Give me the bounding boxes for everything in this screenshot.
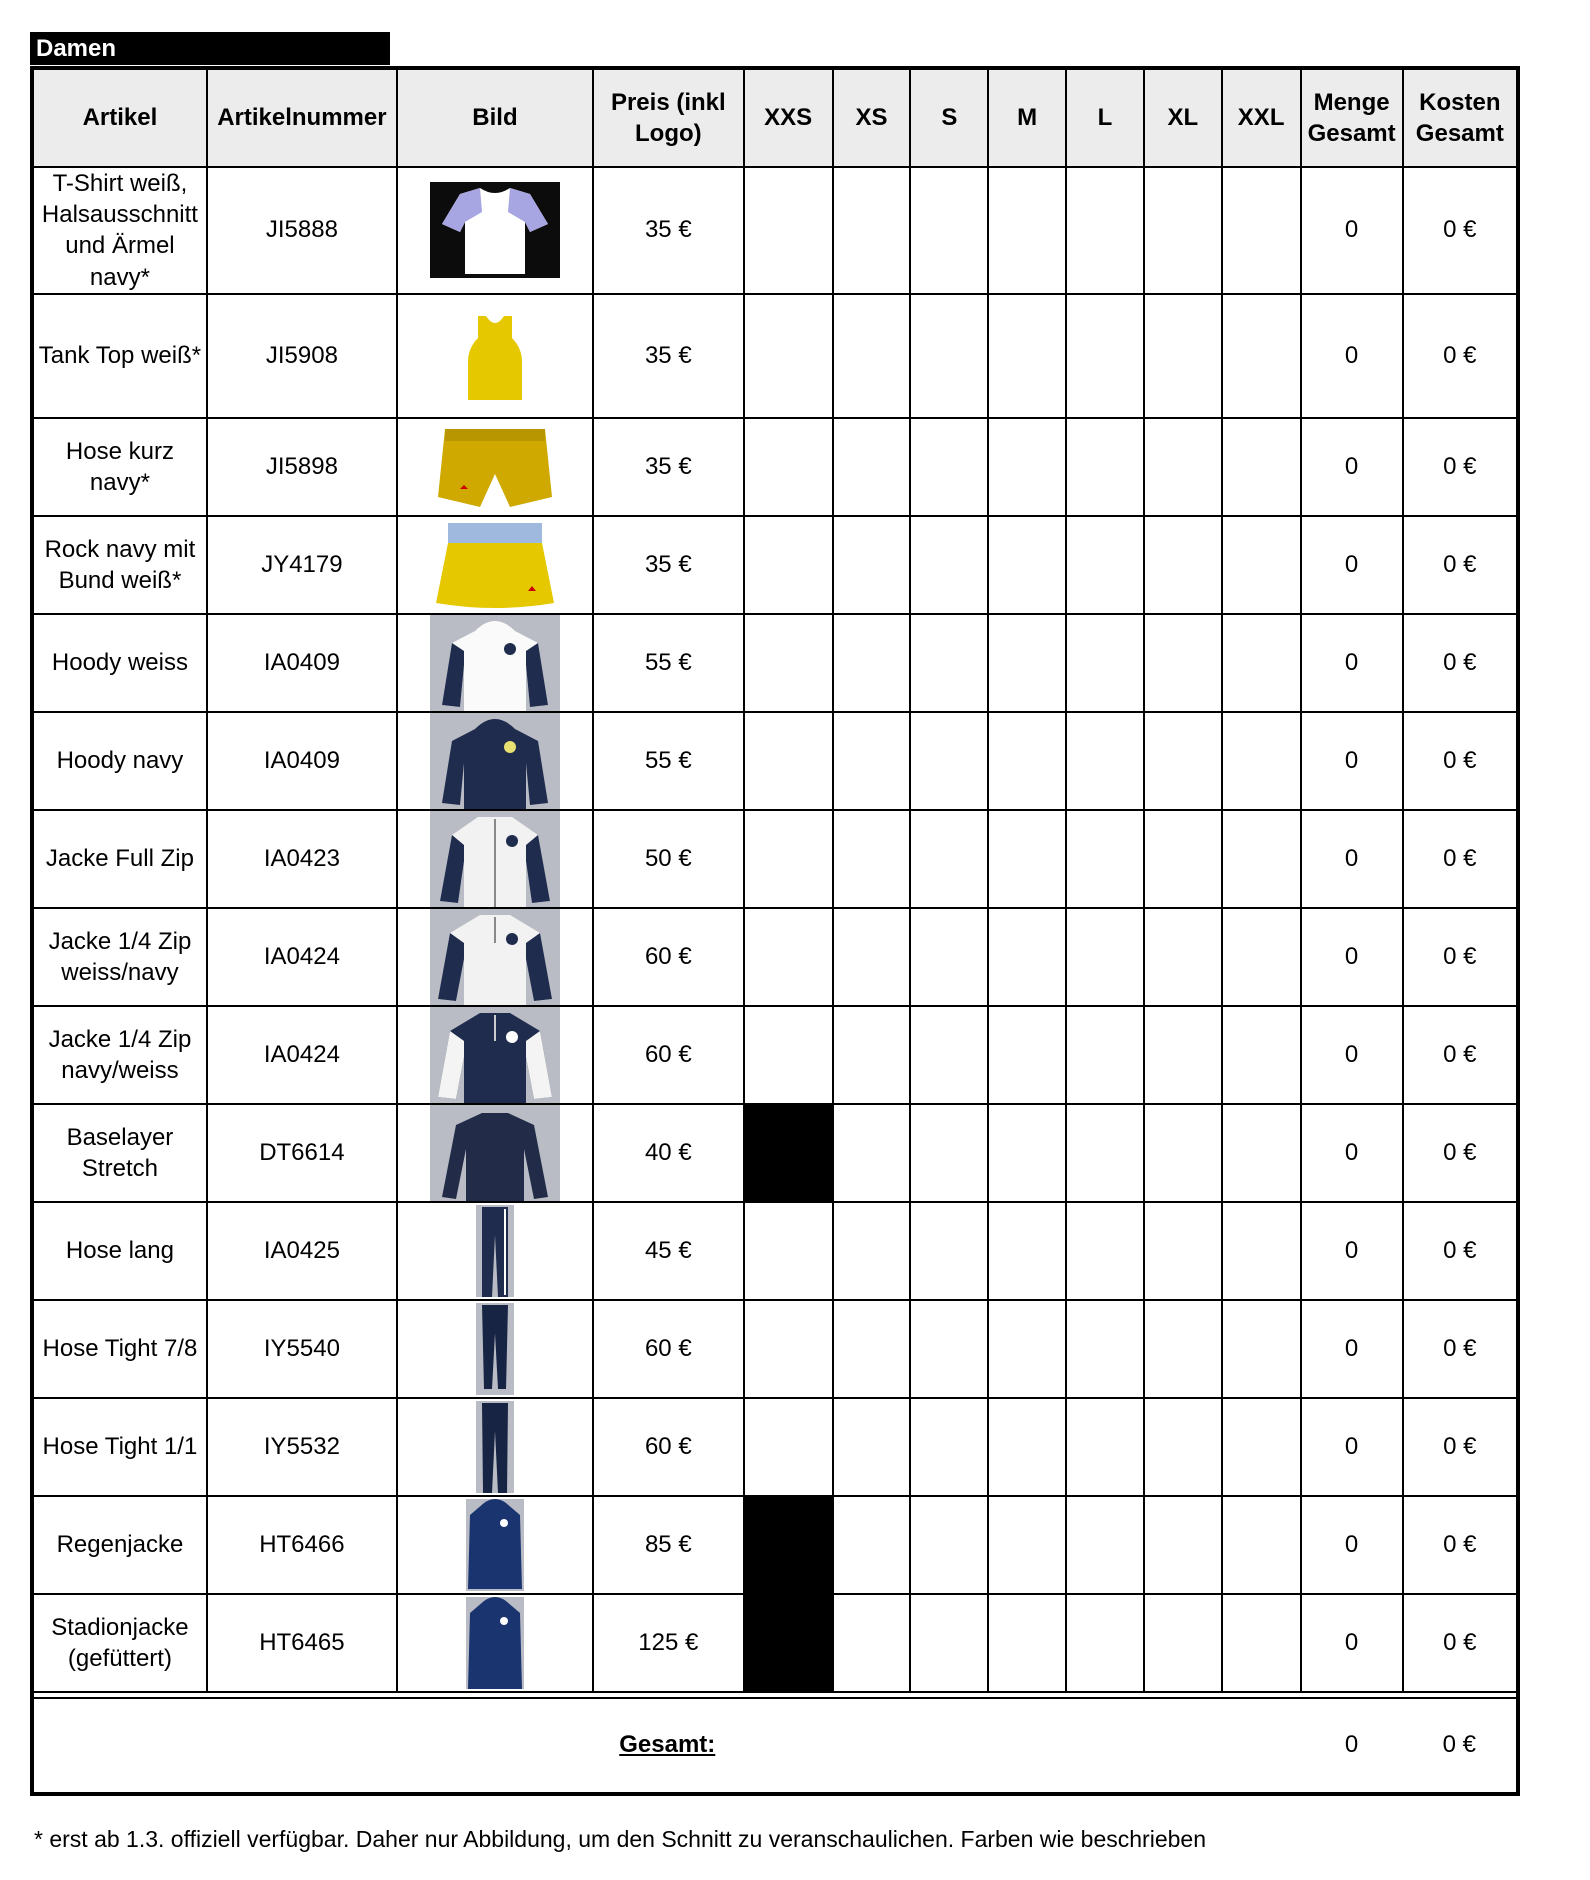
cell-kosten: 0 € [1403, 1202, 1518, 1300]
cell-kosten: 0 € [1403, 908, 1518, 1006]
cell-artikelnummer: HT6465 [207, 1594, 397, 1692]
size-input-s[interactable] [910, 516, 988, 614]
cell-artikelnummer: JI5898 [207, 418, 397, 516]
cell-kosten: 0 € [1403, 1398, 1518, 1496]
cell-menge: 0 [1301, 1202, 1403, 1300]
size-input-m[interactable] [988, 1594, 1066, 1692]
size-input-s[interactable] [910, 1496, 988, 1594]
skirt-icon [430, 517, 560, 613]
col-preis-line2: Logo) [635, 120, 702, 147]
size-input-xs[interactable] [833, 810, 911, 908]
cell-bild [397, 1006, 593, 1104]
size-input-m[interactable] [988, 908, 1066, 1006]
size-input-xxl[interactable] [1222, 294, 1301, 418]
size-input-l[interactable] [1066, 1398, 1144, 1496]
cell-artikel: Stadionjacke (gefüttert) [32, 1594, 207, 1692]
cell-artikelnummer: IA0409 [207, 614, 397, 712]
size-input-xxs[interactable] [744, 294, 833, 418]
size-input-xl[interactable] [1144, 1398, 1222, 1496]
size-input-s[interactable] [910, 1202, 988, 1300]
cell-kosten: 0 € [1403, 712, 1518, 810]
cell-artikel: Hoody weiss [32, 614, 207, 712]
size-input-s[interactable] [910, 1300, 988, 1398]
cell-menge: 0 [1301, 614, 1403, 712]
cell-kosten: 0 € [1403, 1006, 1518, 1104]
cell-kosten: 0 € [1403, 1594, 1518, 1692]
size-input-m[interactable] [988, 1104, 1066, 1202]
size-input-xs[interactable] [833, 712, 911, 810]
size-input-xs[interactable] [833, 614, 911, 712]
tights-78-icon [430, 1301, 560, 1397]
size-input-xl[interactable] [1144, 614, 1222, 712]
size-input-l[interactable] [1066, 1300, 1144, 1398]
size-input-s[interactable] [910, 294, 988, 418]
table-row [32, 614, 1518, 712]
quarter-zip-white-icon [430, 909, 560, 1005]
total-cost: 0 € [1442, 1731, 1477, 1759]
size-input-xxl[interactable] [1222, 1006, 1301, 1104]
size-input-m[interactable] [988, 810, 1066, 908]
cell-bild [397, 1594, 593, 1692]
cell-menge: 0 [1301, 1594, 1403, 1692]
size-input-xl[interactable] [1144, 418, 1222, 516]
pants-long-icon [430, 1203, 560, 1299]
col-kosten-line2: Gesamt [1415, 120, 1504, 147]
cell-preis: 55 € [593, 614, 744, 712]
size-input-xxs[interactable] [744, 712, 833, 810]
size-input-xxs[interactable] [744, 1398, 833, 1496]
size-input-xxl[interactable] [1222, 712, 1301, 810]
size-input-m[interactable] [988, 516, 1066, 614]
size-input-xs[interactable] [833, 1006, 911, 1104]
col-kosten-line1: Kosten [1419, 88, 1501, 116]
size-input-xxl[interactable] [1222, 167, 1301, 294]
cell-menge: 0 [1301, 810, 1403, 908]
cell-artikelnummer: JI5908 [207, 294, 397, 418]
size-input-m[interactable] [988, 1398, 1066, 1496]
size-input-xs[interactable] [833, 1104, 911, 1202]
cell-bild [397, 1398, 593, 1496]
cell-menge: 0 [1301, 418, 1403, 516]
size-input-m[interactable] [988, 1006, 1066, 1104]
size-input-xl[interactable] [1144, 1104, 1222, 1202]
table-row [32, 418, 1518, 516]
footnote: * erst ab 1.3. offiziell verfügbar. Daher nur Abbildung, um den Schnitt zu veranschaulichen. Farben wie beschrieben [34, 1826, 1206, 1852]
cell-artikel: Jacke 1/4 Zip navy/weiss [32, 1006, 207, 1104]
order-table [30, 66, 1520, 1796]
size-input-m[interactable] [988, 1496, 1066, 1594]
table-row [32, 294, 1518, 418]
size-input-xxs[interactable] [744, 614, 833, 712]
size-input-xxl[interactable] [1222, 1496, 1301, 1594]
cell-artikel: Hose lang [32, 1202, 207, 1300]
table-row [32, 1496, 1518, 1594]
size-input-l[interactable] [1066, 1594, 1144, 1692]
size-input-xxl[interactable] [1222, 516, 1301, 614]
size-input-l[interactable] [1066, 1104, 1144, 1202]
size-input-xxs[interactable] [744, 1202, 833, 1300]
cell-menge: 0 [1301, 167, 1403, 294]
cell-artikel: Hose kurz navy* [32, 418, 207, 516]
size-input-s[interactable] [910, 1006, 988, 1104]
col-kosten [1403, 68, 1518, 167]
cell-kosten: 0 € [1403, 614, 1518, 712]
size-input-xxs[interactable] [744, 1006, 833, 1104]
size-input-xxs[interactable] [744, 167, 833, 294]
col-size-m: M [988, 68, 1066, 167]
cell-kosten: 0 € [1403, 810, 1518, 908]
cell-bild [397, 516, 593, 614]
rain-jacket-icon [430, 1497, 560, 1593]
cell-bild [397, 418, 593, 516]
col-size-s: S [910, 68, 988, 167]
size-input-xs[interactable] [833, 1594, 911, 1692]
size-input-m[interactable] [988, 167, 1066, 294]
size-input-l[interactable] [1066, 810, 1144, 908]
cell-menge: 0 [1301, 1104, 1403, 1202]
cell-bild [397, 294, 593, 418]
cell-artikelnummer: IA0425 [207, 1202, 397, 1300]
size-input-xl[interactable] [1144, 908, 1222, 1006]
table-row [32, 908, 1518, 1006]
size-input-s[interactable] [910, 1594, 988, 1692]
table-row [32, 1104, 1518, 1202]
size-input-xl[interactable] [1144, 516, 1222, 614]
hoody-navy-icon [430, 713, 560, 809]
cell-bild [397, 614, 593, 712]
cell-menge: 0 [1301, 712, 1403, 810]
cell-kosten: 0 € [1403, 1104, 1518, 1202]
cell-bild [397, 712, 593, 810]
col-artikelnummer: Artikelnummer [207, 68, 397, 167]
cell-artikel: Hoody navy [32, 712, 207, 810]
cell-preis: 40 € [593, 1104, 744, 1202]
size-input-xs[interactable] [833, 1496, 911, 1594]
baselayer-icon [430, 1105, 560, 1201]
cell-kosten: 0 € [1403, 167, 1518, 294]
size-input-s[interactable] [910, 1104, 988, 1202]
cell-kosten: 0 € [1403, 294, 1518, 418]
cell-artikel: T-Shirt weiß, Halsausschnitt und Ärmel navy* [32, 167, 207, 294]
cell-menge: 0 [1301, 1398, 1403, 1496]
table-row [32, 1594, 1518, 1692]
size-input-xxl[interactable] [1222, 614, 1301, 712]
size-input-l[interactable] [1066, 614, 1144, 712]
size-input-xs[interactable] [833, 418, 911, 516]
size-input-xs[interactable] [833, 1398, 911, 1496]
hoody-white-icon [430, 615, 560, 711]
size-input-m[interactable] [988, 614, 1066, 712]
cell-preis: 45 € [593, 1202, 744, 1300]
size-input-xl[interactable] [1144, 1202, 1222, 1300]
size-input-xxl[interactable] [1222, 418, 1301, 516]
cell-preis: 35 € [593, 167, 744, 294]
cell-artikel: Jacke Full Zip [32, 810, 207, 908]
cell-artikelnummer: IA0423 [207, 810, 397, 908]
size-input-l[interactable] [1066, 1202, 1144, 1300]
table-row [32, 712, 1518, 810]
cell-preis: 35 € [593, 418, 744, 516]
size-input-xs[interactable] [833, 1300, 911, 1398]
tights-full-icon [430, 1399, 560, 1495]
size-input-xxs[interactable] [744, 418, 833, 516]
size-input-s[interactable] [910, 167, 988, 294]
size-input-s[interactable] [910, 810, 988, 908]
size-input-xxl[interactable] [1222, 1202, 1301, 1300]
size-input-l[interactable] [1066, 1006, 1144, 1104]
size-input-xxl[interactable] [1222, 1594, 1301, 1692]
size-input-xxs-unavailable [744, 1104, 833, 1202]
cell-menge: 0 [1301, 1496, 1403, 1594]
cell-preis: 60 € [593, 1300, 744, 1398]
size-input-xxs[interactable] [744, 810, 833, 908]
tank-top-icon [430, 308, 560, 404]
section-label: Damen [30, 32, 390, 65]
size-input-xxs[interactable] [744, 516, 833, 614]
size-input-xl[interactable] [1144, 712, 1222, 810]
total-row [32, 1698, 1518, 1794]
col-size-xxl: XXL [1222, 68, 1301, 167]
col-size-xl: XL [1144, 68, 1222, 167]
col-preis [593, 68, 744, 167]
cell-kosten: 0 € [1403, 1300, 1518, 1398]
cell-bild [397, 908, 593, 1006]
cell-artikelnummer: DT6614 [207, 1104, 397, 1202]
size-input-m[interactable] [988, 294, 1066, 418]
cell-preis: 35 € [593, 516, 744, 614]
col-preis-line1: Preis (inkl [610, 88, 726, 116]
cell-preis: 125 € [593, 1594, 744, 1692]
cell-artikelnummer: IA0424 [207, 1006, 397, 1104]
table-row [32, 1202, 1518, 1300]
cell-artikel: Jacke 1/4 Zip weiss/navy [32, 908, 207, 1006]
cell-bild [397, 1104, 593, 1202]
col-menge-line2: Gesamt [1307, 120, 1396, 147]
total-qty: 0 [1344, 1731, 1359, 1759]
table-row [32, 1300, 1518, 1398]
table-row [32, 167, 1518, 294]
size-input-xxl[interactable] [1222, 908, 1301, 1006]
size-input-xs[interactable] [833, 294, 911, 418]
cell-artikel: Tank Top weiß* [32, 294, 207, 418]
size-input-s[interactable] [910, 418, 988, 516]
cell-artikelnummer: JY4179 [207, 516, 397, 614]
size-input-xxs-unavailable [744, 1496, 833, 1594]
size-input-l[interactable] [1066, 908, 1144, 1006]
size-input-m[interactable] [988, 712, 1066, 810]
size-input-xl[interactable] [1144, 167, 1222, 294]
cell-preis: 55 € [593, 712, 744, 810]
size-input-xl[interactable] [1144, 1300, 1222, 1398]
cell-kosten: 0 € [1403, 1496, 1518, 1594]
size-input-m[interactable] [988, 418, 1066, 516]
jacket-full-zip-icon [430, 811, 560, 907]
size-input-xl[interactable] [1144, 294, 1222, 418]
cell-menge: 0 [1301, 1300, 1403, 1398]
size-input-xs[interactable] [833, 908, 911, 1006]
size-input-xxs-unavailable [744, 1594, 833, 1692]
size-input-s[interactable] [910, 614, 988, 712]
cell-preis: 85 € [593, 1496, 744, 1594]
cell-bild [397, 810, 593, 908]
size-input-xxl[interactable] [1222, 1300, 1301, 1398]
cell-artikelnummer: IA0409 [207, 712, 397, 810]
size-input-l[interactable] [1066, 167, 1144, 294]
col-size-xs: XS [833, 68, 911, 167]
cell-bild [397, 1300, 593, 1398]
table-row [32, 810, 1518, 908]
size-input-l[interactable] [1066, 418, 1144, 516]
size-input-xxl[interactable] [1222, 1398, 1301, 1496]
cell-artikelnummer: HT6466 [207, 1496, 397, 1594]
cell-artikel: Baselayer Stretch [32, 1104, 207, 1202]
cell-bild [397, 1202, 593, 1300]
cell-artikel: Hose Tight 1/1 [32, 1398, 207, 1496]
size-input-m[interactable] [988, 1202, 1066, 1300]
size-input-xxl[interactable] [1222, 810, 1301, 908]
cell-menge: 0 [1301, 908, 1403, 1006]
total-label: Gesamt: [619, 1731, 716, 1759]
size-input-s[interactable] [910, 1398, 988, 1496]
size-input-xl[interactable] [1144, 1594, 1222, 1692]
cell-preis: 60 € [593, 1006, 744, 1104]
quarter-zip-navy-icon [430, 1007, 560, 1103]
cell-kosten: 0 € [1403, 516, 1518, 614]
col-artikel: Artikel [32, 68, 207, 167]
col-menge [1301, 68, 1403, 167]
size-input-xl[interactable] [1144, 810, 1222, 908]
cell-artikel: Regenjacke [32, 1496, 207, 1594]
tshirt-icon [430, 182, 560, 278]
cell-artikelnummer: IY5532 [207, 1398, 397, 1496]
shorts-icon [430, 419, 560, 515]
col-size-xxs: XXS [744, 68, 833, 167]
size-input-xs[interactable] [833, 1202, 911, 1300]
size-input-xl[interactable] [1144, 1496, 1222, 1594]
stadium-jacket-icon [430, 1595, 560, 1691]
size-input-s[interactable] [910, 712, 988, 810]
cell-menge: 0 [1301, 1006, 1403, 1104]
size-input-l[interactable] [1066, 1496, 1144, 1594]
cell-kosten: 0 € [1403, 418, 1518, 516]
size-input-xxs[interactable] [744, 908, 833, 1006]
size-input-l[interactable] [1066, 294, 1144, 418]
size-input-xl[interactable] [1144, 1006, 1222, 1104]
col-menge-line1: Menge [1313, 88, 1390, 116]
cell-artikel: Rock navy mit Bund weiß* [32, 516, 207, 614]
size-input-s[interactable] [910, 908, 988, 1006]
table-row [32, 1006, 1518, 1104]
cell-menge: 0 [1301, 294, 1403, 418]
cell-artikelnummer: IY5540 [207, 1300, 397, 1398]
cell-preis: 50 € [593, 810, 744, 908]
cell-bild [397, 167, 593, 294]
col-size-l: L [1066, 68, 1144, 167]
header-row [32, 68, 1518, 167]
size-input-l[interactable] [1066, 712, 1144, 810]
cell-bild [397, 1496, 593, 1594]
size-input-l[interactable] [1066, 516, 1144, 614]
cell-artikelnummer: IA0424 [207, 908, 397, 1006]
cell-artikel: Hose Tight 7/8 [32, 1300, 207, 1398]
size-input-xxl[interactable] [1222, 1104, 1301, 1202]
cell-menge: 0 [1301, 516, 1403, 614]
table-row [32, 516, 1518, 614]
size-input-m[interactable] [988, 1300, 1066, 1398]
size-input-xs[interactable] [833, 167, 911, 294]
table-row [32, 1398, 1518, 1496]
col-bild: Bild [397, 68, 593, 167]
cell-preis: 60 € [593, 1398, 744, 1496]
cell-preis: 35 € [593, 294, 744, 418]
size-input-xxs[interactable] [744, 1300, 833, 1398]
size-input-xs[interactable] [833, 516, 911, 614]
cell-artikelnummer: JI5888 [207, 167, 397, 294]
cell-preis: 60 € [593, 908, 744, 1006]
